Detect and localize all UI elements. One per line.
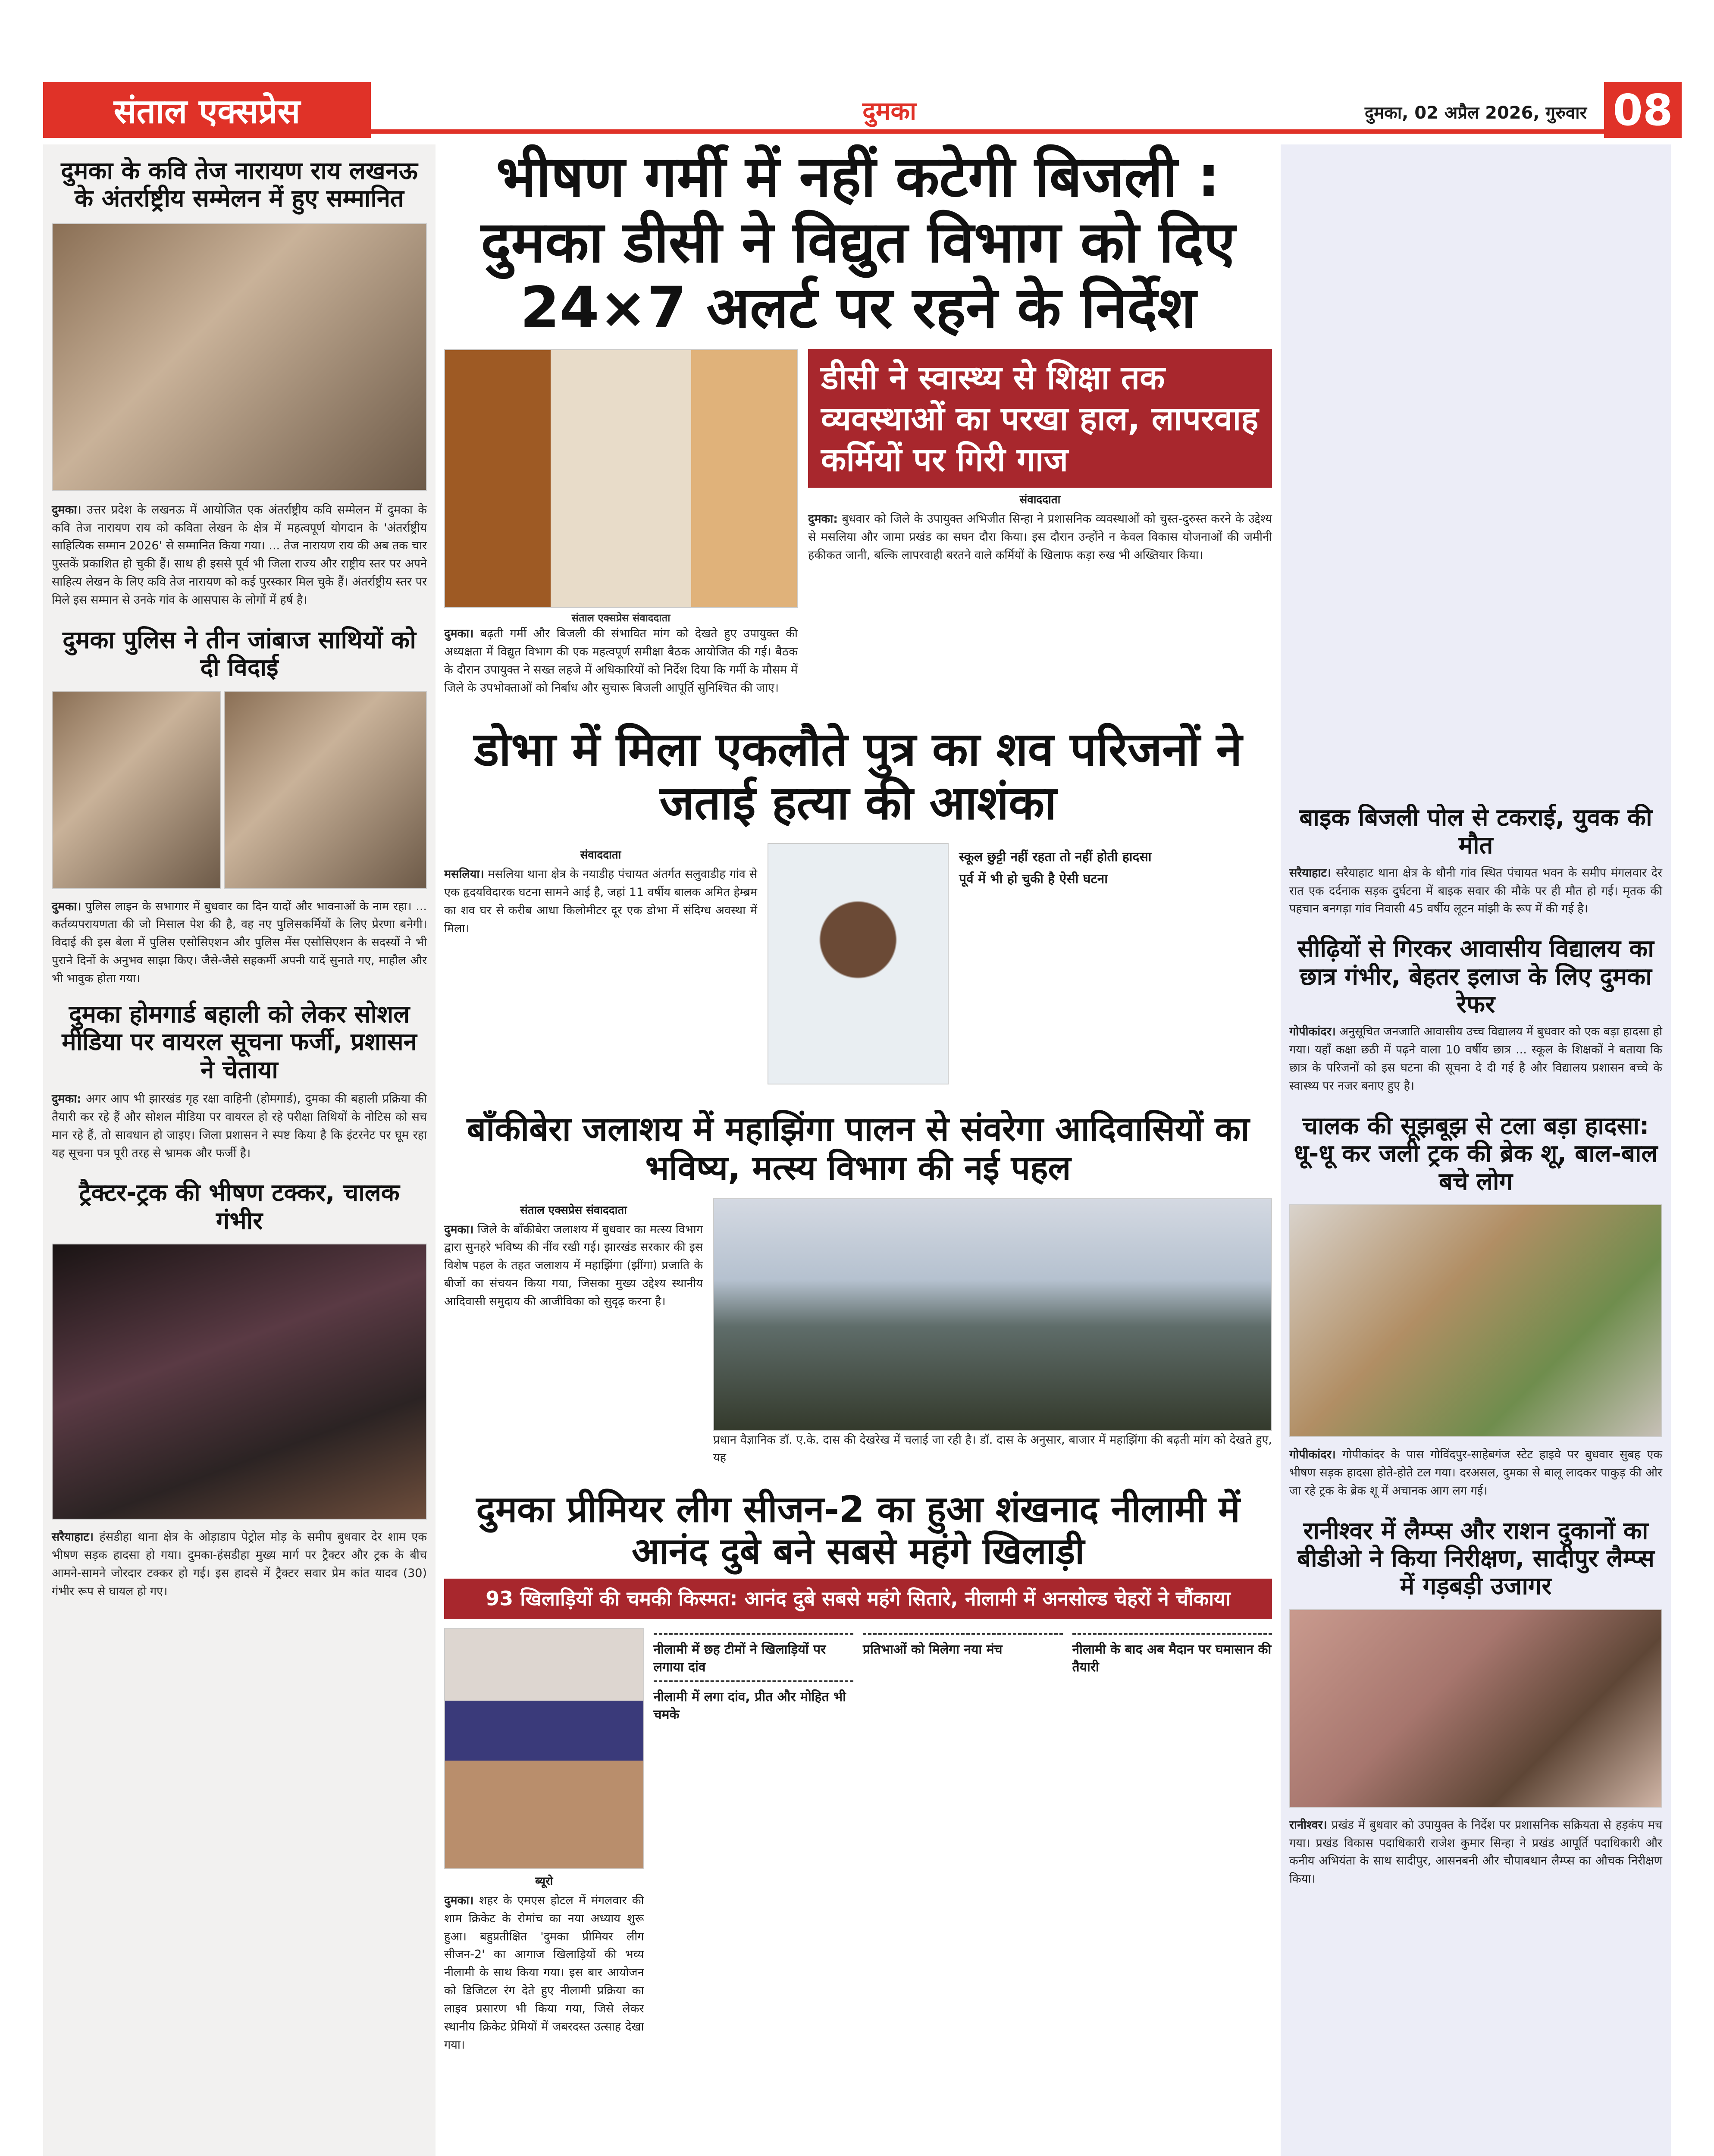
headline: डोभा में मिला एकलौते पुत्र का शव परिजनों ने जताई हत्या की आशंका [474, 722, 1242, 830]
article-photo [52, 223, 427, 491]
headline: दुमका होमगार्ड बहाली को लेकर सोशल मीडिया पर वायरल सूचना फर्जी, प्रशासन ने चेताया [62, 1000, 417, 1084]
article-body: दुमका: बुधवार को जिले के उपायुक्त अभिजीत सिन्हा ने प्रशासनिक व्यवस्थाओं को चुस्त-दुरुस्त करने के उद्देश्य से मसलिया और जामा प्रखंड का सघन दौरा किया। इस दौरान उन्होंने न केवल विकास योजनाओं की जमीनी हकीकत जानी, बल्कि लापरवाही बरतने वाले कर्मियों के खिलाफ कड़ा रुख भी अख्तियार किया। [808, 512, 1272, 562]
article-photo [52, 1244, 427, 1520]
dc-photo [444, 349, 798, 608]
masthead [43, 82, 1682, 134]
lead-headline: भीषण गर्मी में नहीं कटेगी बिजली : दुमका डीसी ने विद्युत विभाग को दिए 24×7 अलर्ट पर रहने के निर्देश [481, 144, 1235, 341]
divider [654, 1680, 854, 1682]
article-body: रानीश्वर। प्रखंड में बुधवार को उपायुक्त के निर्देश पर प्रशासनिक सक्रियता से हड़कंप मच गया। प्रखंड विकास पदाधिकारी राजेश कुमार सिन्हा ने प्रखंड आपूर्ति पदाधिकारी और कनीय अभियंता के साथ सादीपुर, आसनबनी और चौपाबथान लैम्प्स का औचक निरीक्षण किया। [1289, 1818, 1662, 1886]
divider [1072, 1633, 1272, 1635]
article-homeguard [43, 992, 436, 1171]
main-column [444, 144, 1272, 2054]
article-body: दुमका। शहर के एमएस होटल में मंगलवार की शाम क्रिकेट के रोमांच का नया अध्याय शुरू हुआ। बहुप्रतीक्षित 'दुमका प्रीमियर लीग सीजन-2' का आगाज खिलाड़ियों की भव्य नीलामी के साथ किया गया। इस बार आयोजन को डिजिटल रंग देते हुए नीलामी प्रक्रिया का लाइव प्रसारण भी किया गया, जिसे लेकर स्थानीय क्रिकेट प्रेमियों में जबरदस्त उत्साह देखा गया। [444, 1893, 644, 2052]
article-body: दुमका: अगर आप भी झारखंड गृह रक्षा वाहिनी (होमगार्ड), दुमका की बहाली प्रक्रिया की तैयारी कर रहे हैं और सोशल मीडिया पर वायरल हो रहे परीक्षा तिथियों के नोटिस को सच मान रहे हैं, तो सावधान हो जाइए। जिला प्रशासन ने स्पष्ट किया है कि इंटरनेट पर घूम रहा यह सूचना पत्र पूरी तरह से भ्रामक और फर्जी है। [52, 1092, 427, 1160]
subheading: स्कूल छुट्टी नहीं रहता तो नहीं होती हादसा [959, 849, 1152, 865]
dateline: दुमका, 02 अप्रैल 2026, गुरुवार [1364, 103, 1587, 123]
divider [863, 1633, 1063, 1635]
article-body: सरैयाहाट। हंसडीहा थाना क्षेत्र के ओड़ाडाप पेट्रोल मोड़ के समीप बुधवार देर शाम एक भीषण सड़क हादसा हो गया। दुमका-हंसडीहा मुख्य मार्ग पर ट्रैक्टर और ट्रक के बीच आमने-सामने जोरदार टक्कर हो गई। इस हादसे में ट्रैक्टर सवार प्रेम कांत यादव (30) गंभीर रूप से घायल हो गए। [52, 1530, 427, 1598]
page-number: 08 [1604, 82, 1682, 138]
article-cricket [444, 1489, 1272, 2054]
byline: संताल एक्सप्रेस संवाददाता [520, 1203, 627, 1217]
section-name: दुमका [862, 96, 917, 125]
headline: बाइक बिजली पोल से टकराई, युवक की मौत [1299, 804, 1652, 860]
subheading: नीलामी के बाद अब मैदान पर घमासान की तैयारी [1072, 1642, 1272, 1675]
article-body: दुमका। बढ़ती गर्मी और बिजली की संभावित मांग को देखते हुए उपायुक्त की अध्यक्षता में विद्युत विभाग की एक महत्वपूर्ण समीक्षा बैठक आयोजित की गई। बैठक के दौरान उपायुक्त ने सख्त लहजे में अधिकारियों को निर्देश दिया कि गर्मी के मौसम में जिले के उपभोक्ताओं को निर्बाध और सुचारू बिजली आपूर्ति सुनिश्चित की जाए। [444, 627, 798, 695]
headline: चालक की सूझबूझ से टला बड़ा हादसा: धू-धू कर जली ट्रक की ब्रेक शू, बाल-बाल बचे लोग [1294, 1112, 1658, 1196]
photo-caption: संताल एक्सप्रेस संवाददाता [571, 612, 671, 624]
subheading: पूर्व में भी हो चुकी है ऐसी घटना [959, 871, 1108, 887]
article-photo [52, 691, 221, 889]
article-body: गोपीकांदर। गोपीकांदर के पास गोविंदपुर-साहेबगंज स्टेट हाइवे पर बुधवार सुबह एक भीषण सड़क हादसा होते-होते टल गया। दरअसल, दुमका से बालू लादकर पाकुड़ की ओर जा रहे ट्रक के ब्रेक शू में अचानक आग लग गई। [1289, 1448, 1662, 1498]
brand-logo: संताल एक्सप्रेस [43, 82, 371, 138]
article-body: दुमका। पुलिस लाइन के सभागार में बुधवार का दिन यादों और भावनाओं के नाम रहा। ... कर्तव्यपरायणता की जो मिसाल पेश की है, वह नए पुलिसकर्मियों के लिए प्रेरणा बनेगी। विदाई की इस बेला में पुलिस एसोसिएशन और पुलिस मेंस एसोसिएशन के सदस्यों ने भी पुराने दिनों के अनुभव साझा किए। जैसे-जैसे सहकर्मी अपनी यादें सुनाते गए, माहौल और भी भावुक होता गया। [52, 899, 427, 985]
victim-photo [768, 843, 949, 1084]
article-bankibera [444, 1110, 1272, 1467]
auction-photo [444, 1628, 644, 1869]
cricket-banner: 93 खिलाड़ियों की चमकी किस्मत: आनंद दुबे सबसे महंगे सितारे, नीलामी में अनसोल्ड चेहरों ने चौंकाया [444, 1579, 1272, 1619]
article-body: मसलिया। मसलिया थाना क्षेत्र के नयाडीह पंचायत अंतर्गत सलुवाडीह गांव से एक हृदयविदारक घटना सामने आई है, जहां 11 वर्षीय बालक अमित हेम्ब्रम का शव घर से करीब आधा किलोमीटर दूर एक डोभा में संदिग्ध अवस्था में मिला। [444, 868, 757, 935]
article-bike-accident [1281, 144, 1671, 927]
subheading: प्रतिभाओं को मिलेगा नया मंच [863, 1642, 1003, 1657]
article-body: गोपीकांदर। अनुसूचित जनजाति आवासीय उच्च विद्यालय में बुधवार को एक बड़ा हादसा हो गया। यहाँ कक्षा छठी में पढ़ने वाला 10 वर्षीय छात्र ... स्कूल के शिक्षकों ने बताया कि छात्र के परिजनों को इस घटना की सूचना दे दी गई है और विद्यालय प्रशासन बच्चे के स्वास्थ्य पर नजर बनाए हुए है। [1289, 1025, 1663, 1093]
article-poet-honored [43, 144, 436, 622]
byline: संवाददाता [580, 849, 621, 862]
byline: संवाददाता [1019, 493, 1061, 507]
headline: दुमका प्रीमियर लीग सीजन-2 का हुआ शंखनाद नीलामी में आनंद दुबे बने सबसे महंगे खिलाड़ी [476, 1488, 1240, 1572]
lead-article [444, 144, 1272, 697]
right-column [1281, 144, 1671, 2156]
article-body: दुमका। जिले के बाँकीबेरा जलाशय में बुधवार का मत्स्य विभाग द्वारा सुनहरे भविष्य की नींव रखी गई। झारखंड सरकार की इस विशेष पहल के तहत जलाशय में महाझिंगा (झींगा) प्रजाति के बीजों का संचयन किया गया, जिसका मुख्य उद्देश्य स्थानीय आदिवासी समुदाय की आजीविका को सुदृढ़ करना है। [444, 1222, 703, 1308]
left-column [43, 144, 436, 2156]
headline: सीढ़ियों से गिरकर आवासीय विद्यालय का छात्र गंभीर, बेहतर इलाज के लिए दुमका रेफर [1297, 935, 1654, 1019]
dc-review-banner: डीसी ने स्वास्थ्य से शिक्षा तक व्यवस्थाओं का परखा हाल, लापरवाह कर्मियों पर गिरी गाज [808, 349, 1272, 488]
article-photo [224, 691, 427, 889]
article-ranishwar [1281, 1509, 1671, 1897]
article-body: सरैयाहाट। सरैयाहाट थाना क्षेत्र के धौनी गांव स्थित पंचायत भवन के समीप मंगलवार देर रात एक दर्दनाक सड़क दुर्घटना में बाइक सवार की मौके पर ही मौत हो गई। मृतक की पहचान बनगड़ा गांव निवासी 45 वर्षीय लूटन मांझी के रूप में की गई है। [1289, 866, 1662, 916]
reservoir-photo [713, 1198, 1272, 1431]
headline: रानीश्वर में लैम्प्स और राशन दुकानों का बीडीओ ने किया निरीक्षण, सादीपुर लैम्प्स में गड़बड़ी उजागर [1297, 1517, 1654, 1601]
article-tractor-truck [43, 1171, 436, 1609]
byline: ब्यूरो [535, 1874, 553, 1888]
photo-caption: प्रधान वैज्ञानिक डॉ. ए.के. दास की देखरेख में चलाई जा रही है। डॉ. दास के अनुसार, बाजार में महाझिंगा की बढ़ती मांग को देखते हुए, यह [713, 1433, 1272, 1465]
article-body: दुमका। उत्तर प्रदेश के लखनऊ में आयोजित एक अंतर्राष्ट्रीय कवि सम्मेलन में दुमका के कवि तेज नारायण राय को कविता लेखन के क्षेत्र में महत्वपूर्ण योगदान के 'अंतर्राष्ट्रीय साहित्यिक सम्मान 2026' से सम्मानित किया गया। ... तेज नारायण राय की अब तक चार पुस्तकें प्रकाशित हो चुकी हैं। साथ ही इससे पूर्व भी जिला राज्य और राष्ट्रीय स्तर पर अपने साहित्य लेखन के लिए कवि तेज नारायण को कई पुरस्कार मिल चुके हैं। अंतर्राष्ट्रीय स्तर पर मिले इस सम्मान से उनके गांव के आसपास के लोगों में हर्ष है। [52, 503, 427, 607]
headline: दुमका पुलिस ने तीन जांबाज साथियों को दी विदाई [63, 626, 416, 682]
article-police-farewell [43, 622, 436, 992]
subheading: नीलामी में छह टीमों ने खिलाड़ियों पर लगाया दांव [653, 1642, 826, 1675]
article-doba [444, 723, 1272, 1084]
headline: दुमका के कवि तेज नारायण राय लखनऊ के अंतर्राष्ट्रीय सम्मेलन में हुए सम्मानित [61, 157, 418, 213]
headline: ट्रैक्टर-ट्रक की भीषण टक्कर, चालक गंभीर [79, 1179, 400, 1235]
subheading: नीलामी में लगा दांव, प्रीत और मोहित भी चमके [653, 1689, 846, 1722]
article-truck-fire [1281, 1104, 1671, 1509]
divider [654, 1633, 854, 1635]
headline: बाँकीबेरा जलाशय में महाझिंगा पालन से संवरेगा आदिवासियों का भविष्य, मत्स्य विभाग की नई पहल [467, 1110, 1250, 1188]
article-student-fall [1281, 927, 1671, 1104]
inspection-photo [1289, 1609, 1662, 1808]
truck-photo [1289, 1204, 1662, 1437]
